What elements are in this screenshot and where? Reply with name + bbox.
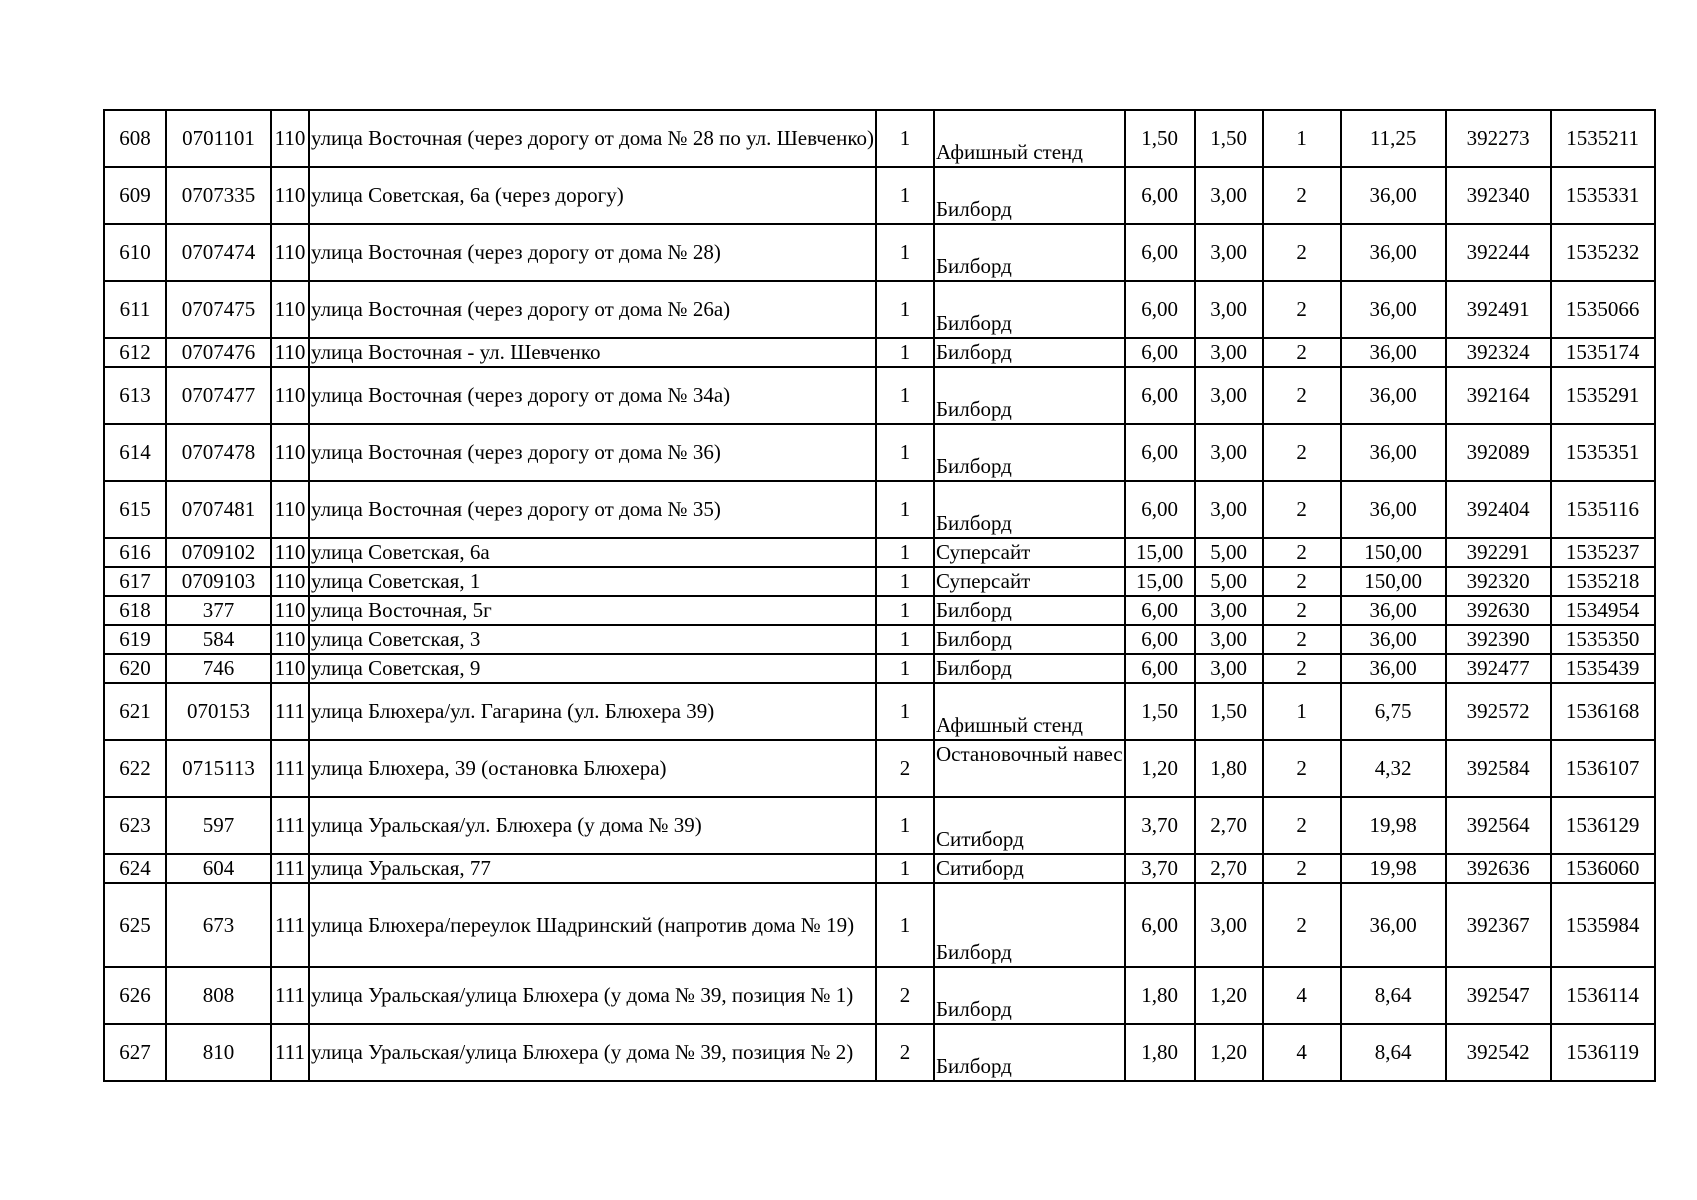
code-cell: 604 xyxy=(166,854,271,883)
zone-cell: 110 xyxy=(271,625,309,654)
coordinate-x-cell: 392630 xyxy=(1446,596,1551,625)
quantity-cell: 1 xyxy=(876,797,934,854)
row-number-cell: 615 xyxy=(104,481,166,538)
coordinate-x-cell: 392291 xyxy=(1446,538,1551,567)
row-number-cell: 608 xyxy=(104,110,166,167)
quantity-cell: 1 xyxy=(876,567,934,596)
row-number-cell: 614 xyxy=(104,424,166,481)
address-cell: улица Советская, 6а (через дорогу) xyxy=(309,167,876,224)
area-cell: 8,64 xyxy=(1341,1024,1446,1081)
code-cell: 0707478 xyxy=(166,424,271,481)
table-row xyxy=(104,596,1655,625)
width-cell: 6,00 xyxy=(1125,654,1195,683)
area-cell: 36,00 xyxy=(1341,654,1446,683)
coordinate-x-cell: 392273 xyxy=(1446,110,1551,167)
height-cell: 1,20 xyxy=(1195,967,1263,1024)
quantity-cell: 2 xyxy=(876,967,934,1024)
area-cell: 36,00 xyxy=(1341,338,1446,367)
quantity-cell: 1 xyxy=(876,883,934,967)
area-cell: 11,25 xyxy=(1341,110,1446,167)
structure-type-cell: Билборд xyxy=(934,367,1125,424)
address-cell: улица Восточная (через дорогу от дома № 36) xyxy=(309,424,876,481)
sides-cell: 2 xyxy=(1263,567,1341,596)
sides-cell: 2 xyxy=(1263,224,1341,281)
table-row xyxy=(104,1024,1655,1081)
area-cell: 36,00 xyxy=(1341,167,1446,224)
table-row xyxy=(104,224,1655,281)
table-row xyxy=(104,424,1655,481)
coordinate-x-cell: 392572 xyxy=(1446,683,1551,740)
coordinate-y-cell: 1535218 xyxy=(1551,567,1655,596)
quantity-cell: 1 xyxy=(876,367,934,424)
quantity-cell: 1 xyxy=(876,625,934,654)
table-row xyxy=(104,481,1655,538)
code-cell: 0707481 xyxy=(166,481,271,538)
quantity-cell: 1 xyxy=(876,538,934,567)
sides-cell: 4 xyxy=(1263,1024,1341,1081)
table-row xyxy=(104,338,1655,367)
zone-cell: 110 xyxy=(271,367,309,424)
code-cell: 0707335 xyxy=(166,167,271,224)
address-cell: улица Восточная (через дорогу от дома № 28 по ул. Шевченко) xyxy=(309,110,876,167)
row-number-cell: 620 xyxy=(104,654,166,683)
coordinate-y-cell: 1535350 xyxy=(1551,625,1655,654)
sides-cell: 2 xyxy=(1263,281,1341,338)
coordinate-x-cell: 392244 xyxy=(1446,224,1551,281)
structure-type-cell: Билборд xyxy=(934,224,1125,281)
height-cell: 3,00 xyxy=(1195,596,1263,625)
coordinate-y-cell: 1535984 xyxy=(1551,883,1655,967)
coordinate-y-cell: 1536129 xyxy=(1551,797,1655,854)
quantity-cell: 1 xyxy=(876,854,934,883)
coordinate-y-cell: 1536107 xyxy=(1551,740,1655,797)
area-cell: 36,00 xyxy=(1341,424,1446,481)
address-cell: улица Восточная (через дорогу от дома № 35) xyxy=(309,481,876,538)
quantity-cell: 2 xyxy=(876,740,934,797)
table-row xyxy=(104,654,1655,683)
structure-type-cell: Билборд xyxy=(934,967,1125,1024)
table-row xyxy=(104,110,1655,167)
zone-cell: 110 xyxy=(271,224,309,281)
row-number-cell: 624 xyxy=(104,854,166,883)
zone-cell: 110 xyxy=(271,654,309,683)
structure-type-cell: Билборд xyxy=(934,625,1125,654)
quantity-cell: 1 xyxy=(876,224,934,281)
area-cell: 8,64 xyxy=(1341,967,1446,1024)
zone-cell: 110 xyxy=(271,567,309,596)
row-number-cell: 621 xyxy=(104,683,166,740)
width-cell: 6,00 xyxy=(1125,338,1195,367)
quantity-cell: 1 xyxy=(876,281,934,338)
coordinate-x-cell: 392491 xyxy=(1446,281,1551,338)
structure-type-cell: Билборд xyxy=(934,1024,1125,1081)
row-number-cell: 617 xyxy=(104,567,166,596)
coordinate-x-cell: 392547 xyxy=(1446,967,1551,1024)
code-cell: 0701101 xyxy=(166,110,271,167)
area-cell: 36,00 xyxy=(1341,625,1446,654)
structure-type-cell: Остановочный навес xyxy=(934,740,1125,797)
address-cell: улица Советская, 6а xyxy=(309,538,876,567)
sides-cell: 2 xyxy=(1263,654,1341,683)
height-cell: 3,00 xyxy=(1195,367,1263,424)
sides-cell: 2 xyxy=(1263,167,1341,224)
table-row xyxy=(104,625,1655,654)
address-cell: улица Восточная (через дорогу от дома № 34а) xyxy=(309,367,876,424)
code-cell: 0707476 xyxy=(166,338,271,367)
width-cell: 6,00 xyxy=(1125,167,1195,224)
row-number-cell: 619 xyxy=(104,625,166,654)
address-cell: улица Восточная - ул. Шевченко xyxy=(309,338,876,367)
sides-cell: 2 xyxy=(1263,338,1341,367)
table-row xyxy=(104,683,1655,740)
height-cell: 1,20 xyxy=(1195,1024,1263,1081)
structure-type-cell: Билборд xyxy=(934,338,1125,367)
quantity-cell: 1 xyxy=(876,596,934,625)
zone-cell: 111 xyxy=(271,1024,309,1081)
structure-type-cell: Суперсайт xyxy=(934,538,1125,567)
area-cell: 4,32 xyxy=(1341,740,1446,797)
table-row xyxy=(104,883,1655,967)
row-number-cell: 613 xyxy=(104,367,166,424)
table-row xyxy=(104,281,1655,338)
area-cell: 36,00 xyxy=(1341,883,1446,967)
coordinate-y-cell: 1535291 xyxy=(1551,367,1655,424)
row-number-cell: 622 xyxy=(104,740,166,797)
width-cell: 15,00 xyxy=(1125,567,1195,596)
sides-cell: 2 xyxy=(1263,625,1341,654)
coordinate-y-cell: 1536114 xyxy=(1551,967,1655,1024)
address-cell: улица Восточная (через дорогу от дома № 28) xyxy=(309,224,876,281)
width-cell: 6,00 xyxy=(1125,883,1195,967)
coordinate-y-cell: 1536060 xyxy=(1551,854,1655,883)
width-cell: 15,00 xyxy=(1125,538,1195,567)
address-cell: улица Уральская, 77 xyxy=(309,854,876,883)
address-cell: улица Восточная (через дорогу от дома № 26а) xyxy=(309,281,876,338)
code-cell: 0709102 xyxy=(166,538,271,567)
sides-cell: 2 xyxy=(1263,367,1341,424)
structure-type-cell: Билборд xyxy=(934,654,1125,683)
sides-cell: 1 xyxy=(1263,110,1341,167)
structure-type-cell: Афишный стенд xyxy=(934,110,1125,167)
quantity-cell: 1 xyxy=(876,654,934,683)
address-cell: улица Уральская/улица Блюхера (у дома № 39, позиция № 2) xyxy=(309,1024,876,1081)
area-cell: 36,00 xyxy=(1341,281,1446,338)
structure-type-cell: Билборд xyxy=(934,281,1125,338)
area-cell: 19,98 xyxy=(1341,797,1446,854)
height-cell: 1,50 xyxy=(1195,683,1263,740)
structure-type-cell: Суперсайт xyxy=(934,567,1125,596)
area-cell: 150,00 xyxy=(1341,567,1446,596)
zone-cell: 111 xyxy=(271,683,309,740)
structure-type-cell: Афишный стенд xyxy=(934,683,1125,740)
quantity-cell: 1 xyxy=(876,110,934,167)
width-cell: 3,70 xyxy=(1125,797,1195,854)
address-cell: улица Советская, 3 xyxy=(309,625,876,654)
quantity-cell: 1 xyxy=(876,481,934,538)
height-cell: 3,00 xyxy=(1195,654,1263,683)
row-number-cell: 625 xyxy=(104,883,166,967)
sides-cell: 2 xyxy=(1263,596,1341,625)
row-number-cell: 623 xyxy=(104,797,166,854)
height-cell: 2,70 xyxy=(1195,854,1263,883)
row-number-cell: 627 xyxy=(104,1024,166,1081)
structure-type-cell: Ситиборд xyxy=(934,797,1125,854)
sides-cell: 2 xyxy=(1263,424,1341,481)
height-cell: 3,00 xyxy=(1195,481,1263,538)
width-cell: 1,80 xyxy=(1125,967,1195,1024)
width-cell: 6,00 xyxy=(1125,596,1195,625)
zone-cell: 111 xyxy=(271,797,309,854)
width-cell: 1,20 xyxy=(1125,740,1195,797)
address-cell: улица Блюхера/ул. Гагарина (ул. Блюхера 39) xyxy=(309,683,876,740)
area-cell: 36,00 xyxy=(1341,596,1446,625)
sides-cell: 4 xyxy=(1263,967,1341,1024)
width-cell: 1,50 xyxy=(1125,110,1195,167)
height-cell: 3,00 xyxy=(1195,281,1263,338)
code-cell: 0707475 xyxy=(166,281,271,338)
coordinate-x-cell: 392320 xyxy=(1446,567,1551,596)
height-cell: 3,00 xyxy=(1195,424,1263,481)
sides-cell: 2 xyxy=(1263,481,1341,538)
register-table xyxy=(103,109,1656,1082)
address-cell: улица Восточная, 5г xyxy=(309,596,876,625)
height-cell: 3,00 xyxy=(1195,883,1263,967)
quantity-cell: 2 xyxy=(876,1024,934,1081)
width-cell: 6,00 xyxy=(1125,224,1195,281)
zone-cell: 111 xyxy=(271,740,309,797)
structure-type-cell: Билборд xyxy=(934,883,1125,967)
quantity-cell: 1 xyxy=(876,683,934,740)
area-cell: 36,00 xyxy=(1341,224,1446,281)
row-number-cell: 626 xyxy=(104,967,166,1024)
sides-cell: 2 xyxy=(1263,538,1341,567)
quantity-cell: 1 xyxy=(876,167,934,224)
sides-cell: 1 xyxy=(1263,683,1341,740)
area-cell: 36,00 xyxy=(1341,367,1446,424)
code-cell: 746 xyxy=(166,654,271,683)
coordinate-x-cell: 392089 xyxy=(1446,424,1551,481)
table-row xyxy=(104,167,1655,224)
area-cell: 36,00 xyxy=(1341,481,1446,538)
zone-cell: 110 xyxy=(271,424,309,481)
code-cell: 0707474 xyxy=(166,224,271,281)
sides-cell: 2 xyxy=(1263,740,1341,797)
zone-cell: 110 xyxy=(271,281,309,338)
code-cell: 808 xyxy=(166,967,271,1024)
area-cell: 6,75 xyxy=(1341,683,1446,740)
coordinate-x-cell: 392367 xyxy=(1446,883,1551,967)
zone-cell: 111 xyxy=(271,883,309,967)
coordinate-y-cell: 1535174 xyxy=(1551,338,1655,367)
sides-cell: 2 xyxy=(1263,883,1341,967)
code-cell: 673 xyxy=(166,883,271,967)
structure-type-cell: Билборд xyxy=(934,424,1125,481)
width-cell: 1,50 xyxy=(1125,683,1195,740)
width-cell: 3,70 xyxy=(1125,854,1195,883)
coordinate-x-cell: 392390 xyxy=(1446,625,1551,654)
structure-type-cell: Билборд xyxy=(934,481,1125,538)
height-cell: 5,00 xyxy=(1195,538,1263,567)
coordinate-y-cell: 1535351 xyxy=(1551,424,1655,481)
height-cell: 2,70 xyxy=(1195,797,1263,854)
code-cell: 070153 xyxy=(166,683,271,740)
coordinate-x-cell: 392584 xyxy=(1446,740,1551,797)
coordinate-x-cell: 392404 xyxy=(1446,481,1551,538)
coordinate-x-cell: 392340 xyxy=(1446,167,1551,224)
table-row xyxy=(104,367,1655,424)
height-cell: 1,80 xyxy=(1195,740,1263,797)
row-number-cell: 610 xyxy=(104,224,166,281)
area-cell: 19,98 xyxy=(1341,854,1446,883)
quantity-cell: 1 xyxy=(876,338,934,367)
code-cell: 377 xyxy=(166,596,271,625)
sides-cell: 2 xyxy=(1263,854,1341,883)
table-row xyxy=(104,567,1655,596)
address-cell: улица Уральская/ул. Блюхера (у дома № 39) xyxy=(309,797,876,854)
coordinate-x-cell: 392542 xyxy=(1446,1024,1551,1081)
structure-type-cell: Билборд xyxy=(934,596,1125,625)
table-row xyxy=(104,740,1655,797)
code-cell: 597 xyxy=(166,797,271,854)
zone-cell: 110 xyxy=(271,596,309,625)
row-number-cell: 616 xyxy=(104,538,166,567)
coordinate-y-cell: 1535331 xyxy=(1551,167,1655,224)
address-cell: улица Уральская/улица Блюхера (у дома № 39, позиция № 1) xyxy=(309,967,876,1024)
height-cell: 5,00 xyxy=(1195,567,1263,596)
height-cell: 3,00 xyxy=(1195,625,1263,654)
coordinate-y-cell: 1535232 xyxy=(1551,224,1655,281)
code-cell: 0709103 xyxy=(166,567,271,596)
zone-cell: 110 xyxy=(271,110,309,167)
code-cell: 0707477 xyxy=(166,367,271,424)
table-row xyxy=(104,797,1655,854)
coordinate-x-cell: 392564 xyxy=(1446,797,1551,854)
structure-type-cell: Билборд xyxy=(934,167,1125,224)
coordinate-y-cell: 1535211 xyxy=(1551,110,1655,167)
width-cell: 1,80 xyxy=(1125,1024,1195,1081)
table-row xyxy=(104,854,1655,883)
width-cell: 6,00 xyxy=(1125,367,1195,424)
coordinate-y-cell: 1535439 xyxy=(1551,654,1655,683)
zone-cell: 111 xyxy=(271,967,309,1024)
code-cell: 584 xyxy=(166,625,271,654)
row-number-cell: 609 xyxy=(104,167,166,224)
coordinate-y-cell: 1536119 xyxy=(1551,1024,1655,1081)
width-cell: 6,00 xyxy=(1125,481,1195,538)
address-cell: улица Блюхера, 39 (остановка Блюхера) xyxy=(309,740,876,797)
height-cell: 3,00 xyxy=(1195,224,1263,281)
address-cell: улица Советская, 1 xyxy=(309,567,876,596)
structure-type-cell: Ситиборд xyxy=(934,854,1125,883)
table-body xyxy=(104,110,1655,1081)
row-number-cell: 618 xyxy=(104,596,166,625)
sides-cell: 2 xyxy=(1263,797,1341,854)
quantity-cell: 1 xyxy=(876,424,934,481)
coordinate-x-cell: 392324 xyxy=(1446,338,1551,367)
height-cell: 3,00 xyxy=(1195,338,1263,367)
height-cell: 3,00 xyxy=(1195,167,1263,224)
coordinate-y-cell: 1535066 xyxy=(1551,281,1655,338)
coordinate-x-cell: 392164 xyxy=(1446,367,1551,424)
row-number-cell: 612 xyxy=(104,338,166,367)
table-row xyxy=(104,538,1655,567)
width-cell: 6,00 xyxy=(1125,424,1195,481)
width-cell: 6,00 xyxy=(1125,625,1195,654)
address-cell: улица Блюхера/переулок Шадринский (напротив дома № 19) xyxy=(309,883,876,967)
height-cell: 1,50 xyxy=(1195,110,1263,167)
row-number-cell: 611 xyxy=(104,281,166,338)
coordinate-y-cell: 1535116 xyxy=(1551,481,1655,538)
address-cell: улица Советская, 9 xyxy=(309,654,876,683)
coordinate-x-cell: 392477 xyxy=(1446,654,1551,683)
code-cell: 810 xyxy=(166,1024,271,1081)
zone-cell: 110 xyxy=(271,338,309,367)
zone-cell: 111 xyxy=(271,854,309,883)
zone-cell: 110 xyxy=(271,167,309,224)
coordinate-y-cell: 1536168 xyxy=(1551,683,1655,740)
area-cell: 150,00 xyxy=(1341,538,1446,567)
code-cell: 0715113 xyxy=(166,740,271,797)
width-cell: 6,00 xyxy=(1125,281,1195,338)
coordinate-y-cell: 1534954 xyxy=(1551,596,1655,625)
zone-cell: 110 xyxy=(271,538,309,567)
table-row xyxy=(104,967,1655,1024)
zone-cell: 110 xyxy=(271,481,309,538)
coordinate-y-cell: 1535237 xyxy=(1551,538,1655,567)
coordinate-x-cell: 392636 xyxy=(1446,854,1551,883)
